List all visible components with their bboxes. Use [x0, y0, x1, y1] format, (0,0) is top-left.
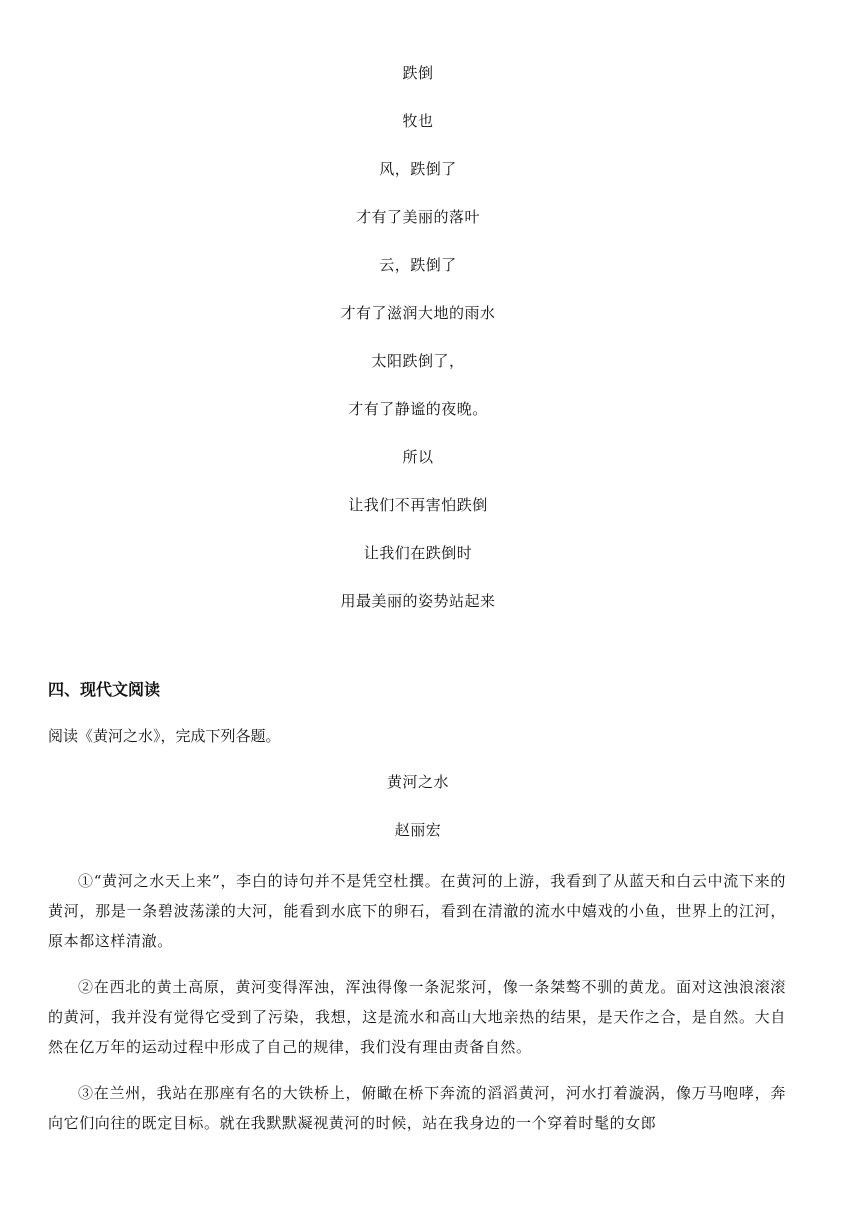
poem-author: 牧也 [402, 112, 434, 130]
poem-line: 才有了滋润大地的雨水 [340, 304, 496, 322]
poem-line: 云，跌倒了 [379, 256, 457, 274]
poem-line: 让我们不再害怕跌倒 [348, 496, 488, 514]
poem-line: 风，跌倒了 [379, 160, 457, 178]
article-title: 黄河之水 [386, 773, 449, 791]
article-paragraph-2: ②在西北的黄土高原，黄河变得浑浊，浑浊得像一条泥浆河，像一条桀骜不驯的黄龙。面对这浊浪滚滚的黄河，我并没有觉得它受到了污染，我想，这是流水和高山大地亲热的结果，是天作之合，是自然。大自然在亿万年的运动过程中形成了自己的规律，我们没有理由责备自然。 [48, 978, 786, 1056]
section-heading: 四、现代文阅读 [48, 680, 161, 699]
poem-line: 所以 [402, 448, 434, 466]
poem-line: 让我们在跌倒时 [363, 544, 473, 562]
poem-title: 跌倒 [402, 64, 434, 82]
article-paragraph-1: ①“黄河之水天上来”，李白的诗句并不是凭空杜撰。在黄河的上游，我看到了从蓝天和白云中流下来的黄河，那是一条碧波荡漾的大河，能看到水底下的卵石，看到在清澈的流水中嬉戏的小鱼，世界上的江河，原本都这样清澈。 [48, 872, 786, 950]
reading-instruction: 阅读《黄河之水》，完成下列各题。 [48, 727, 281, 745]
article-author: 赵丽宏 [394, 821, 442, 839]
poem-line: 才有了静谧的夜晚。 [348, 400, 488, 418]
article-paragraph-3: ③在兰州，我站在那座有名的大铁桥上，俯瞰在桥下奔流的滔滔黄河，河水打着漩涡，像万马咆哮，奔向它们向往的既定目标。就在我默默凝视黄河的时候，站在我身边的一个穿着时髦的女郎 [48, 1084, 786, 1132]
poem-line: 才有了美丽的落叶 [355, 208, 480, 226]
poem-line: 太阳跌倒了， [371, 352, 465, 370]
article-body [48, 866, 786, 1154]
poem-line: 用最美丽的姿势站起来 [340, 592, 496, 610]
poem [0, 58, 836, 634]
